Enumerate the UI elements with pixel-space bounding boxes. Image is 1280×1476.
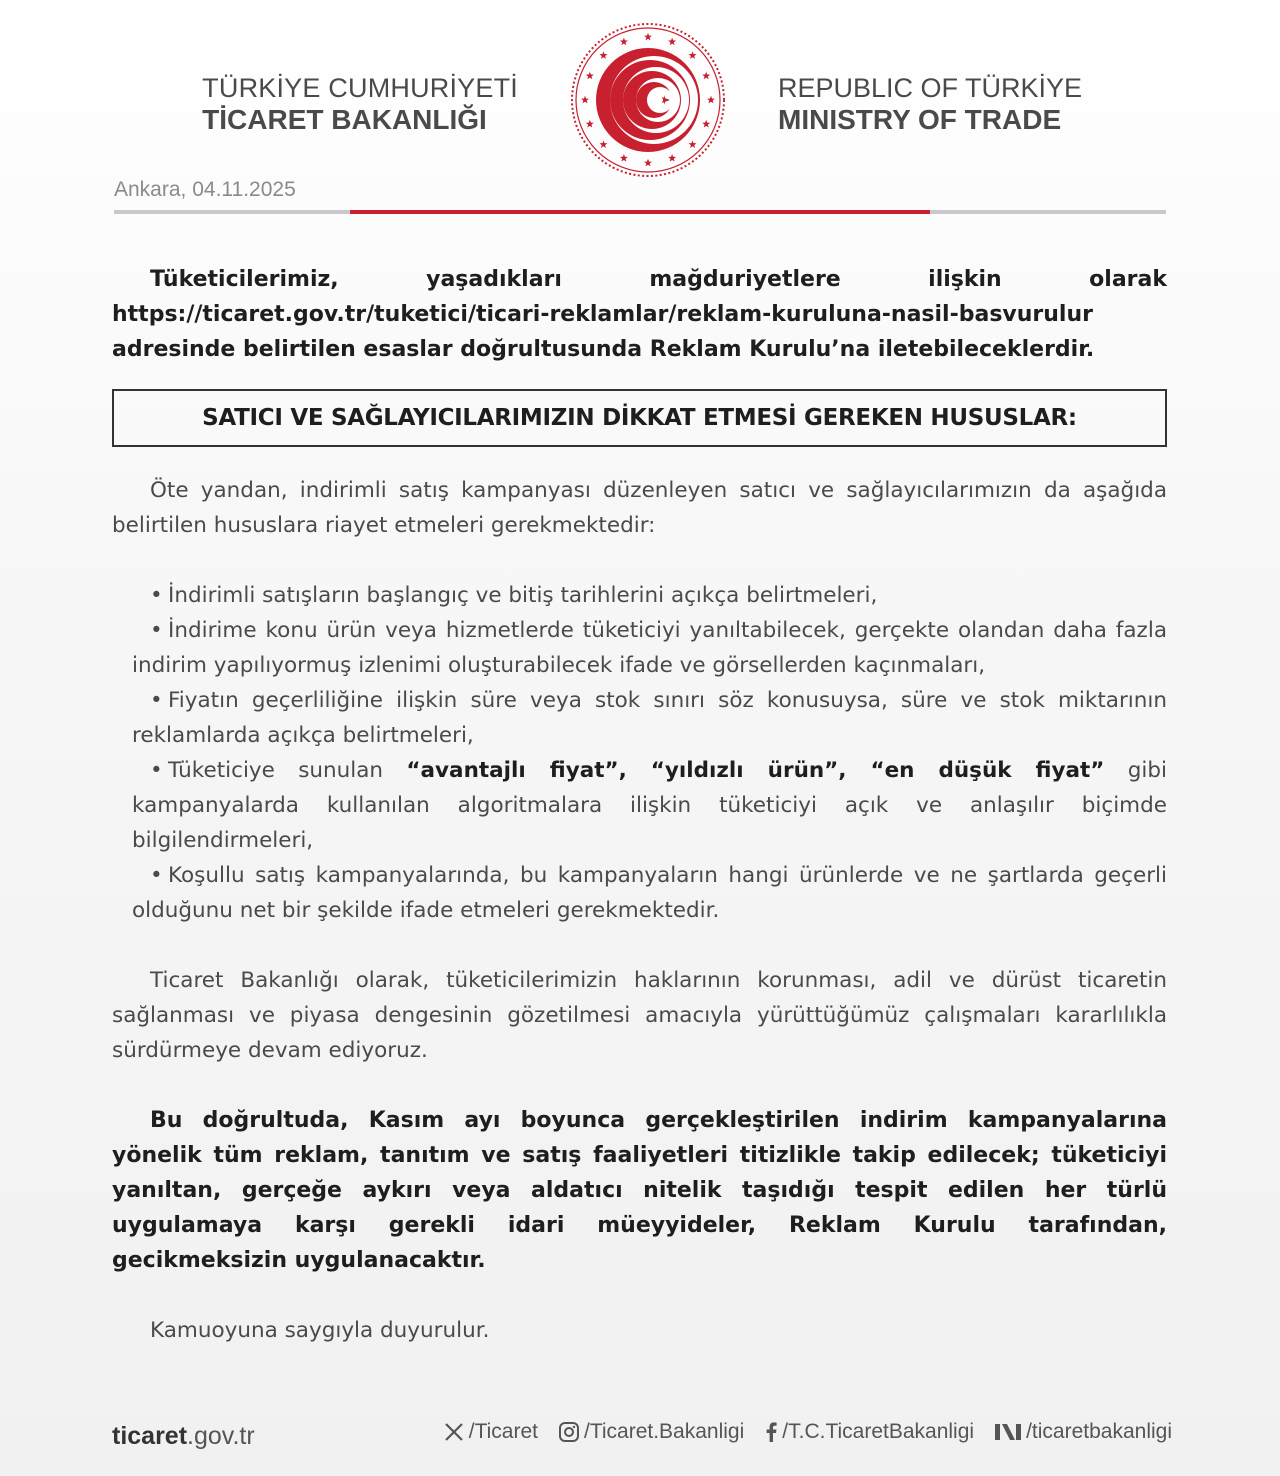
list-item	[132, 578, 1167, 613]
list-item	[132, 613, 1167, 683]
website-domain: .gov.tr	[187, 1422, 255, 1450]
seal-star	[620, 38, 628, 46]
header-country-en: REPUBLIC OF TÜRKİYE	[778, 73, 1083, 103]
seal-star	[644, 33, 652, 41]
social-label: /Ticaret.Bakanligi	[583, 1420, 745, 1443]
list-item-text: İndirimli satışların başlangıç ve bitiş tarihlerini açıkça belirtmeleri,	[168, 583, 878, 608]
list-item-text-pre: Tüketiciye sunulan	[168, 758, 407, 783]
seal-star	[644, 159, 652, 167]
notice-box	[112, 389, 1167, 447]
intro-paragraph: Tüketicilerimiz, yaşadıkları mağduriyetlere ilişkin olarak https://ticaret.gov.tr/tuketici/ticari-reklamlar/reklam-kuruluna-nasil-basvurulur adresinde belirtilen esaslar doğrultusunda Reklam Kurulu’na iletebileceklerdir.	[112, 267, 1167, 362]
seal-star	[702, 72, 710, 80]
social-label: /T.C.TicaretBakanligi	[782, 1420, 975, 1443]
seal-star	[599, 140, 607, 148]
list-item	[132, 753, 1167, 858]
header-ministry-en: MINISTRY OF TRADE	[778, 104, 1062, 135]
website-link[interactable]	[112, 1422, 255, 1451]
closing-line: Kamuoyuna saygıyla duyurulur.	[150, 1318, 490, 1343]
seal-star	[581, 96, 589, 104]
ministry-statement: Ticaret Bakanlığı olarak, tüketicilerimizin haklarının korunması, adil ve dürüst ticaretin sağlanması ve piyasa dengesinin gözetilmesi amacıyla yürüttüğümüz çalışmaları kararlılıkla sürdürmeye devam ediyoruz.	[112, 968, 1167, 1063]
lead-paragraph: Öte yandan, indirimli satış kampanyası düzenleyen satıcı ve sağlayıcılarımızın da aşağıda belirtilen hususlara riayet etmeleri gerekmektedir:	[112, 478, 1167, 538]
seal-star	[668, 38, 676, 46]
header-divider-right	[930, 210, 1166, 214]
list-item	[132, 858, 1167, 928]
enforcement-paragraph: Bu doğrultuda, Kasım ayı boyunca gerçekleştirilen indirim kampanyalarına yönelik tüm reklam, tanıtım ve satış faaliyetleri titizlikle takip edilecek; tüketiciyi yanıltan, gerçeğe aykırı veya aldatıcı nitelik taşıdığı tespit edilen her türlü uygulamaya karşı gerekli idari müeyyideler, Reklam Kurulu tarafından, gecikmeksizin uygulanacaktır.	[112, 1108, 1167, 1273]
seal-star	[707, 96, 715, 104]
header-country-tr: TÜRKİYE CUMHURİYETİ	[202, 73, 518, 103]
list-item-text-post: gibi kampanyalarda kullanılan algoritmalara ilişkin tüketiciyi açık ve anlaşılır biçimde bilgilendirmeleri,	[132, 758, 1167, 853]
seal-star	[689, 140, 697, 148]
bullet-icon: •	[150, 758, 163, 783]
list-item-emphasis: “avantajlı fiyat”, “yıldızlı ürün”, “en düşük fiyat”	[406, 758, 1105, 783]
header-ministry-tr: TİCARET BAKANLIĞI	[202, 104, 487, 135]
list-item-text: İndirime konu ürün veya hizmetlerde tüketiciyi yanıltabilecek, gerçekte olandan daha fazla indirim yapılıyormuş izlenimi oluşturabilecek ifade ve görsellerden kaçınmaları,	[132, 618, 1167, 678]
social-link-instagram[interactable]	[558, 1420, 744, 1444]
social-links	[443, 1420, 1172, 1444]
seal-star	[599, 51, 607, 59]
seal-star	[586, 120, 594, 128]
seal-star	[620, 154, 628, 162]
nsosyal-icon	[994, 1421, 1022, 1443]
list-item-text: Fiyatın geçerliliğine ilişkin süre veya stok sınırı söz konusuysa, süre ve stok miktarının reklamlarda açıkça belirtmeleri,	[132, 688, 1167, 748]
rules-list	[112, 578, 1167, 928]
list-item	[132, 683, 1167, 753]
social-link-nsosyal[interactable]	[994, 1420, 1172, 1444]
facebook-icon	[764, 1421, 778, 1443]
seal-star	[586, 72, 594, 80]
bullet-icon: •	[150, 618, 163, 643]
bullet-icon: •	[150, 688, 163, 713]
seal-star	[689, 51, 697, 59]
document-body	[112, 262, 1167, 1348]
instagram-icon	[558, 1421, 580, 1443]
notice-title: SATICI VE SAĞLAYICILARIMIZIN DİKKAT ETMESİ GEREKEN HUSUSLAR:	[202, 405, 1077, 431]
document-date: Ankara, 04.11.2025	[114, 178, 296, 201]
bullet-icon: •	[150, 583, 163, 608]
x-icon	[443, 1421, 465, 1443]
social-link-x[interactable]	[443, 1420, 538, 1444]
seal-star	[668, 154, 676, 162]
seal-star	[702, 120, 710, 128]
list-item-text: Koşullu satış kampanyalarında, bu kampanyaların hangi ürünlerde ve ne şartlarda geçerli olduğunu net bir şekilde ifade etmeleri gerekmektedir.	[132, 863, 1167, 923]
ministry-seal-icon	[570, 22, 726, 178]
header-left	[202, 72, 518, 136]
header-divider-left	[114, 210, 350, 214]
website-name: ticaret	[112, 1422, 188, 1450]
header-divider-accent	[350, 210, 930, 214]
social-label: /Ticaret	[468, 1420, 538, 1443]
bullet-icon: •	[150, 863, 163, 888]
footer	[112, 1418, 1172, 1458]
header-right	[778, 72, 1082, 136]
social-label: /ticaretbakanligi	[1026, 1420, 1172, 1443]
social-link-facebook[interactable]	[764, 1420, 974, 1444]
